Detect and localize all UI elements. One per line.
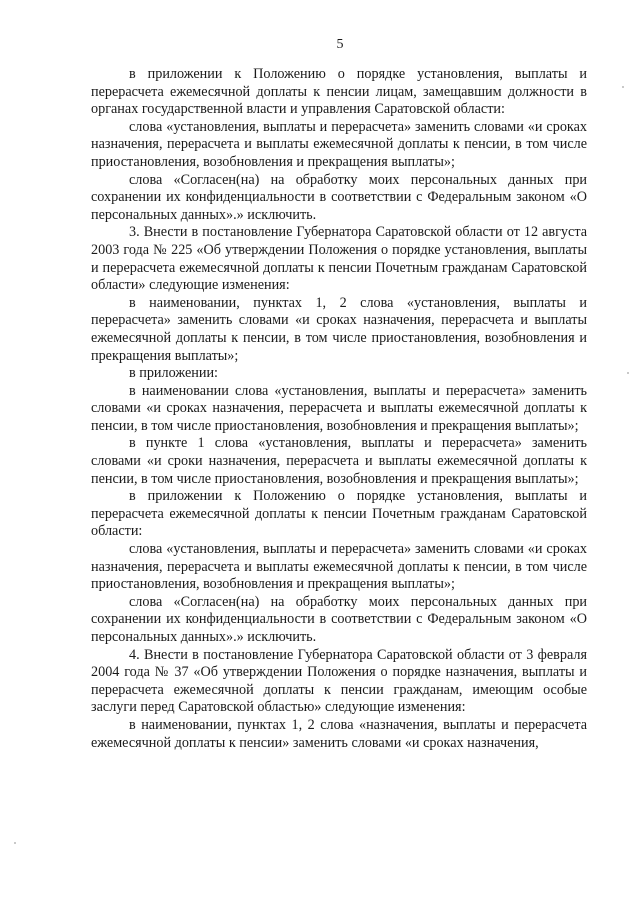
scan-speck [622,86,624,88]
document-body [91,66,587,752]
paragraph-9: в приложении к Положению о порядке установления, выплаты и перерасчета ежемесячной доплаты к пенсии Почетным гражданам Саратовской области: [91,488,587,540]
paragraph-5: в наименовании, пунктах 1, 2 слова «установления, выплаты и перерасчета» заменить словами «и сроках назначения, перерасчета и выплаты ежемесячной доплаты к пенсии, в том числе приостановления, возобновления и прекращения выплаты»; [91,294,587,364]
paragraph-10: слова «установления, выплаты и перерасчета» заменить словами «и сроках назначения, перерасчета и выплаты ежемесячной доплаты к пенсии, в том числе приостановления, возобновления и прекращения выплаты»; [91,541,587,593]
paragraph-12: 4. Внести в постановление Губернатора Саратовской области от 3 февраля 2004 года № 37 «Об утверждении Положения о порядке назначения, выплаты и перерасчета ежемесячной доплаты к пенсии гражданам, имеющим особые заслуги перед Саратовской областью» следующие изменения: [91,646,587,716]
paragraph-3: слова «Согласен(на) на обработку моих персональных данных при сохранении их конфиденциальности в соответствии с Федеральным законом «О персональных данных».» исключить. [91,171,587,223]
paragraph-2: слова «установления, выплаты и перерасчета» заменить словами «и сроках назначения, перерасчета и выплаты ежемесячной доплаты к пенсии, в том числе приостановления, возобновления и прекращения выплаты»; [91,118,587,170]
paragraph-4: 3. Внести в постановление Губернатора Саратовской области от 12 августа 2003 года № 225 «Об утверждении Положения о порядке установления, выплаты и перерасчета ежемесячной доплаты к пенсии Почетным гражданам Саратовской области» следующие изменения: [91,224,587,294]
paragraph-1: в приложении к Положению о порядке установления, выплаты и перерасчета ежемесячной доплаты к пенсии лицам, замещавшим должности в органах государственной власти и управления Саратовской области: [91,66,587,118]
paragraph-11: слова «Согласен(на) на обработку моих персональных данных при сохранении их конфиденциальности в соответствии с Федеральным законом «О персональных данных».» исключить. [91,593,587,645]
page-number: 5 [336,37,344,52]
paragraph-8: в пункте 1 слова «установления, выплаты и перерасчета» заменить словами «и сроки назначения, перерасчета и выплаты ежемесячной доплаты к пенсии, в том числе приостановления, возобновления и прекращения выплаты»; [91,435,587,487]
scan-speck [14,842,16,844]
paragraph-13: в наименовании, пунктах 1, 2 слова «назначения, выплаты и перерасчета ежемесячной доплаты к пенсии» заменить словами «и сроках назначения, [91,716,587,751]
paragraph-6: в приложении: [129,365,218,382]
paragraph-7: в наименовании слова «установления, выплаты и перерасчета» заменить словами «и сроках назначения, перерасчета и выплаты ежемесячной доплаты к пенсии, в том числе приостановления, возобновления и прекращения выплаты»; [91,382,587,434]
scan-speck [627,372,629,374]
